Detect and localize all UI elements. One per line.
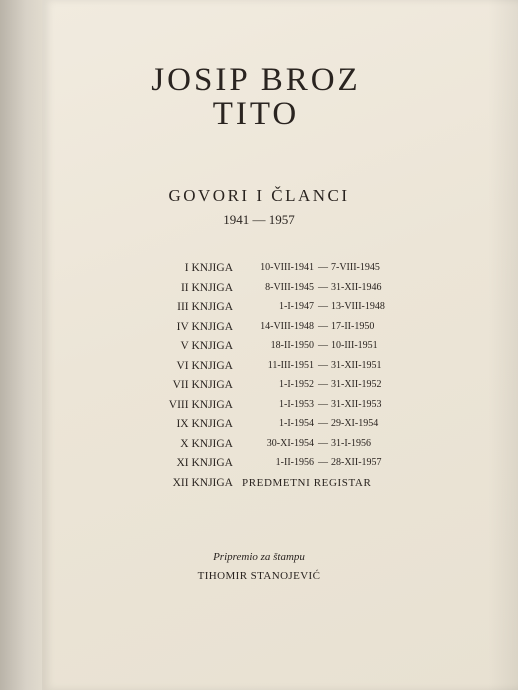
volume-row [160,321,380,341]
volume-label: XI KNJIGA [176,457,233,469]
volume-dash: — [318,301,328,312]
volume-row [160,379,380,399]
volume-row [160,457,380,477]
volume-start-date: 10-VIII-1941 [260,262,314,273]
volume-end-date: 10-III-1951 [331,340,378,351]
volume-row [160,418,380,438]
year-range: 1941 — 1957 [223,212,295,227]
volume-label: V KNJIGA [180,340,233,352]
volume-list [160,262,385,496]
volume-label: I KNJIGA [184,262,233,274]
volume-start-date: 18-II-1950 [270,340,314,351]
volume-start-date: 30-XI-1954 [266,437,314,449]
volume-end-date: 31-XII-1953 [331,398,382,410]
volume-start-date: 1-I-1953 [279,398,314,410]
volume-end-date: 29-XI-1954 [331,418,379,429]
volume-dash: — [318,457,328,468]
volume-row [160,301,385,321]
volume-row [160,438,380,458]
volume-dash: — [318,281,328,293]
prepared-by-note: Pripremio za štampu [213,551,305,563]
volume-label: VII KNJIGA [172,379,233,391]
volume-end-date: 13-VIII-1948 [331,301,385,312]
volume-start-date: 11-III-1951 [267,359,314,371]
volume-label: II KNJIGA [180,281,233,294]
volume-register-title: PREDMETNI REGISTAR [242,476,372,489]
volume-start-date: 14-VIII-1948 [260,320,314,332]
volume-dash: — [318,359,328,371]
volume-start-date: 1-I-1954 [279,418,314,429]
volume-row [160,360,380,380]
volume-end-date: 31-XII-1946 [331,281,382,293]
volume-dash: — [318,340,328,351]
volume-label: III KNJIGA [177,301,233,313]
volume-dash: — [318,437,328,449]
volume-label: VI KNJIGA [176,359,233,372]
volume-label: IX KNJIGA [176,418,233,430]
volume-label: XII KNJIGA [172,476,233,489]
volume-end-date: 31-XII-1952 [331,379,382,390]
volume-row [160,399,380,419]
author-name-line1: JOSIP BROZ [151,62,361,98]
volume-dash: — [318,418,328,429]
editor-name: TIHOMIR STANOJEVIĆ [197,570,321,582]
volume-end-date: 31-I-1956 [331,437,371,449]
volume-dash: — [318,320,328,332]
volume-start-date: 8-VIII-1945 [265,281,314,293]
book-subtitle: GOVORI I ČLANCI [168,186,350,205]
volume-label: X KNJIGA [180,437,233,450]
volume-start-date: 1-I-1947 [279,301,314,312]
volume-start-date: 1-I-1952 [279,379,314,390]
volume-start-date: 1-II-1956 [275,457,314,468]
volume-end-date: 28-XII-1957 [331,457,382,468]
volume-dash: — [318,379,328,390]
volume-label: IV KNJIGA [176,320,233,333]
volume-row [160,262,380,282]
volume-row [160,340,380,360]
volume-end-date: 31-XII-1951 [331,359,382,371]
volume-end-date: 7-VIII-1945 [331,262,380,273]
author-name-line2: TITO [212,96,300,132]
volume-dash: — [318,262,328,273]
volume-label: VIII KNJIGA [168,398,233,411]
volume-row [160,282,380,302]
volume-dash: — [318,398,328,410]
volume-end-date: 17-II-1950 [331,320,375,332]
volume-row [160,477,380,497]
